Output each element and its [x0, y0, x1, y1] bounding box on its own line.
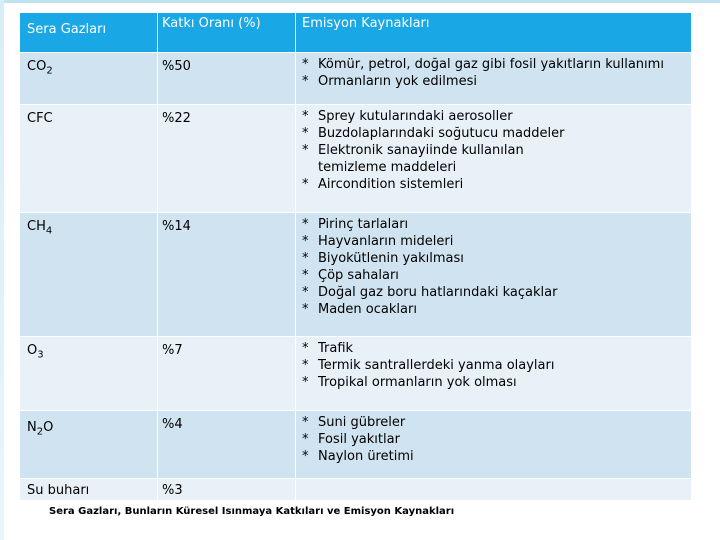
- gas-cell: $O_3$: [20, 337, 158, 411]
- source-list: [302, 213, 691, 318]
- list-item: * Termik santrallerdeki yanma olayları: [302, 357, 691, 374]
- sources-cell: [296, 479, 692, 501]
- table-row-n2o: [20, 411, 692, 479]
- sources-cell: [296, 337, 692, 411]
- gas-cell: $N_2O$: [20, 411, 158, 479]
- list-item: * Ormanların yok edilmesi: [302, 73, 691, 90]
- table-row-water-vapor: [20, 479, 692, 501]
- source-list: [302, 337, 691, 391]
- slide-top-border: [0, 0, 720, 3]
- list-item: * Aircondition sistemleri: [302, 176, 691, 193]
- list-item: * Doğal gaz boru hatlarındaki kaçaklar: [302, 284, 691, 301]
- list-item: * Elektronik sanayiinde kullanılan temizleme maddeleri: [302, 142, 548, 176]
- table-row-o3: [20, 337, 692, 411]
- table-header-row: [20, 13, 692, 53]
- list-item: * Fosil yakıtlar: [302, 431, 691, 448]
- header-sources: Emisyon Kaynakları: [296, 13, 692, 53]
- sources-cell: [296, 53, 692, 105]
- ratio-cell: %3: [158, 479, 296, 501]
- gas-cell: $CH_4$: [20, 213, 158, 337]
- list-item: * Tropikal ormanların yok olması: [302, 374, 691, 391]
- list-item: * Biyokütlenin yakılması: [302, 250, 691, 267]
- table-row-ch4: [20, 213, 692, 337]
- header-gas: Sera Gazları: [20, 13, 158, 53]
- list-item: * Suni gübreler: [302, 414, 691, 431]
- gas-cell: $CO_2$: [20, 53, 158, 105]
- list-item: * Buzdolaplarındaki soğutucu maddeler: [302, 125, 691, 142]
- list-item: * Pirinç tarlaları: [302, 216, 691, 233]
- greenhouse-gas-table: [19, 12, 692, 501]
- list-item: * Hayvanların mideleri: [302, 233, 691, 250]
- gas-cell: CFC: [20, 105, 158, 213]
- gas-cell: Su buharı: [20, 479, 158, 501]
- table-row-co2: [20, 53, 692, 105]
- table-row-cfc: [20, 105, 692, 213]
- list-item: * Çöp sahaları: [302, 267, 691, 284]
- sources-cell: [296, 105, 692, 213]
- list-item: * Maden ocakları: [302, 301, 691, 318]
- ratio-cell: %7: [158, 337, 296, 411]
- ratio-cell: %50: [158, 53, 296, 105]
- ratio-cell: %14: [158, 213, 296, 337]
- list-item: * Naylon üretimi: [302, 448, 691, 465]
- header-ratio: Katkı Oranı (%): [158, 13, 296, 53]
- ratio-cell: %22: [158, 105, 296, 213]
- sources-cell: [296, 411, 692, 479]
- source-list: [302, 53, 691, 90]
- list-item: * Sprey kutularındaki aerosoller: [302, 108, 691, 125]
- ratio-cell: %4: [158, 411, 296, 479]
- table-caption: Sera Gazları, Bunların Küresel Isınmaya Katkıları ve Emisyon Kaynakları: [49, 506, 455, 517]
- list-item: * Kömür, petrol, doğal gaz gibi fosil yakıtların kullanımı: [302, 56, 691, 73]
- source-list: [302, 411, 691, 465]
- source-list: [302, 105, 691, 193]
- list-item: * Trafik: [302, 340, 691, 357]
- sources-cell: [296, 213, 692, 337]
- slide-left-border: [0, 0, 4, 540]
